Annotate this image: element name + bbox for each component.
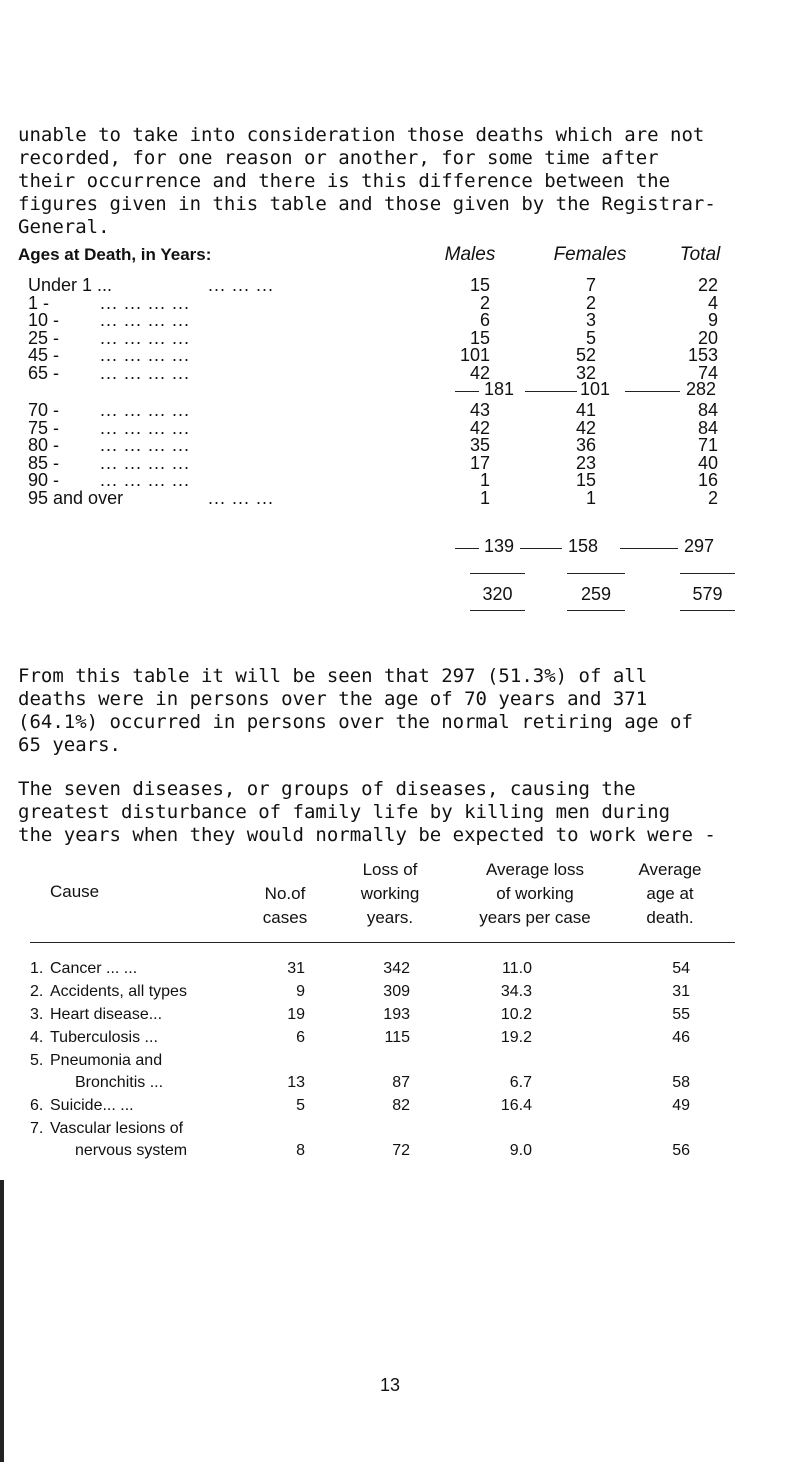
header-avg-loss-line: Average loss	[486, 860, 584, 879]
header-avg-age-line: death.	[646, 908, 694, 927]
cell-loss: 309	[383, 983, 410, 1000]
cell-avg-age: 56	[672, 1142, 690, 1159]
rule	[567, 610, 625, 611]
cell-males: 35	[469, 435, 490, 455]
intro-paragraph: unable to take into consideration those deaths which are not recorded, for one reason or another, for some time after their occurrence and there is this difference between the figures given in this table and those given by the Registrar- General.	[18, 124, 716, 238]
cell-loss: 115	[384, 1029, 410, 1046]
age-label: 75 -	[28, 417, 60, 438]
grand-total-total: 579	[692, 584, 723, 604]
leader-dots: ... ... ... ...	[100, 362, 191, 383]
cell-males: 1	[479, 470, 490, 490]
header-avg-age-line: Average	[638, 860, 702, 879]
cause-label: Pneumonia and	[50, 1052, 163, 1069]
cell-total: 20	[697, 327, 718, 348]
age-label: 65 -	[28, 362, 60, 383]
cell-females: 5	[585, 327, 596, 348]
grand-total-males: 320	[482, 584, 513, 604]
age-label: 80 -	[28, 435, 60, 455]
row-number: 5.	[30, 1052, 44, 1069]
cell-cases: 19	[287, 1006, 305, 1023]
subtotal-females: 158	[568, 536, 599, 556]
header-loss-line: Loss of	[362, 860, 418, 879]
cell-total: 16	[697, 470, 718, 490]
leader-dots: ... ... ...	[208, 487, 275, 508]
header-loss	[345, 858, 435, 930]
rule	[470, 610, 525, 611]
col-header-total: Total	[679, 244, 721, 265]
header-cases-line: cases	[262, 908, 308, 927]
cell-avg-age: 31	[672, 983, 690, 1000]
leader-dots: ... ... ... ...	[100, 327, 191, 348]
rule	[470, 573, 525, 574]
cell-females: 42	[575, 417, 596, 438]
cell-males: 15	[469, 327, 490, 348]
cell-total: 9	[707, 310, 718, 330]
cell-cases: 31	[287, 960, 305, 977]
cause-label: Suicide... ...	[50, 1097, 134, 1114]
leader-dots: ... ... ... ...	[100, 292, 191, 313]
age-label: 1 -	[28, 292, 50, 313]
age-label: 90 -	[28, 470, 60, 490]
rule	[567, 573, 625, 574]
row-number: 2.	[30, 983, 44, 1000]
age-label: 45 -	[28, 345, 60, 365]
header-avg-loss-line: of working	[496, 884, 574, 903]
rule	[525, 391, 577, 392]
row-number: 3.	[30, 1006, 44, 1023]
cell-cases: 9	[296, 983, 305, 1000]
cell-total: 22	[697, 275, 718, 295]
header-avg-loss-line: years per case	[479, 908, 591, 927]
subtotal-total: 282	[686, 379, 717, 399]
cell-avg-loss: 34.3	[500, 983, 532, 1000]
cause-label: nervous system	[75, 1142, 188, 1159]
cell-females: 52	[575, 345, 596, 365]
cell-avg-age: 46	[672, 1029, 690, 1046]
cell-females: 1	[585, 487, 596, 508]
cell-avg-loss: 16.4	[500, 1097, 532, 1114]
cause-label: Vascular lesions of	[50, 1120, 184, 1137]
cell-males: 1	[479, 487, 490, 508]
cell-loss: 72	[392, 1142, 410, 1159]
rule	[680, 573, 735, 574]
cell-avg-loss: 19.2	[500, 1029, 532, 1046]
row-number: 6.	[30, 1097, 44, 1114]
cell-total: 40	[697, 452, 718, 473]
cell-avg-loss: 10.2	[500, 1006, 532, 1023]
cell-females: 7	[585, 275, 596, 295]
cell-avg-age: 54	[672, 960, 690, 977]
cell-cases: 5	[296, 1097, 305, 1114]
leader-dots: ... ... ... ...	[100, 435, 191, 455]
cell-loss: 193	[383, 1006, 410, 1023]
rule	[620, 548, 678, 549]
cell-avg-loss: 11.0	[502, 960, 532, 977]
col-header-females: Females	[553, 244, 627, 265]
cell-males: 42	[469, 362, 490, 383]
page-number: 13	[379, 1375, 401, 1395]
cell-males: 42	[469, 417, 490, 438]
age-label: 85 -	[28, 452, 60, 473]
cell-males: 17	[469, 452, 490, 473]
cell-loss: 87	[392, 1074, 410, 1091]
cell-loss: 82	[392, 1097, 410, 1114]
leader-dots: ... ... ... ...	[100, 345, 191, 365]
row-number: 4.	[30, 1029, 44, 1046]
age-label: 25 -	[28, 327, 60, 348]
subtotal-males: 181	[484, 379, 515, 399]
paragraph-3: The seven diseases, or groups of diseases, causing the greatest disturbance of family life by killing men during the years when they would normally be expected to work were -	[18, 778, 716, 846]
cause-label: Tuberculosis ...	[50, 1029, 158, 1046]
cell-cases: 8	[296, 1142, 305, 1159]
leader-dots: ... ... ...	[208, 275, 275, 295]
cell-loss: 342	[383, 960, 410, 977]
cause-label: Accidents, all types	[50, 983, 187, 1000]
cell-females: 3	[585, 310, 596, 330]
subtotal-males: 139	[484, 536, 515, 556]
cell-females: 41	[575, 400, 596, 420]
age-label: 10 -	[28, 310, 60, 330]
cell-males: 6	[479, 310, 490, 330]
col-header-males: Males	[444, 244, 496, 265]
cell-females: 23	[575, 452, 596, 473]
cell-total: 4	[707, 292, 718, 313]
cause-label: Heart disease...	[50, 1006, 163, 1023]
age-label: 95 and over	[28, 487, 124, 508]
cell-males: 43	[469, 400, 490, 420]
cause-label: Cancer ... ...	[50, 960, 138, 977]
cell-total: 71	[697, 435, 718, 455]
leader-dots: ... ... ... ...	[100, 400, 191, 420]
subtotal-total: 297	[684, 536, 715, 556]
header-loss-line: years.	[366, 908, 414, 927]
cell-avg-loss: 6.7	[509, 1074, 532, 1091]
age-label: 70 -	[28, 400, 60, 420]
header-cases-line: No.of	[264, 884, 306, 903]
header-avg-loss	[460, 858, 610, 930]
cell-avg-age: 49	[672, 1097, 690, 1114]
cell-males: 101	[459, 345, 490, 365]
row-number: 7.	[30, 1120, 44, 1137]
cell-total: 74	[697, 362, 718, 383]
cell-avg-age: 55	[672, 1006, 690, 1023]
cell-females: 32	[575, 362, 596, 383]
leader-dots: ... ... ... ...	[100, 470, 191, 490]
cell-females: 2	[585, 292, 596, 313]
header-cause: Cause	[50, 882, 100, 901]
cell-males: 15	[469, 275, 490, 295]
header-rule	[30, 942, 735, 943]
rule	[455, 548, 479, 549]
rule	[520, 548, 562, 549]
paragraph-2: From this table it will be seen that 297 (51.3%) of all deaths were in persons over the age of 70 years and 371 (64.1%) occurred in persons over the normal retiring age of 65 years.	[18, 665, 693, 756]
grand-total-females: 259	[580, 584, 612, 604]
cell-males: 2	[479, 292, 490, 313]
header-cases	[245, 882, 325, 930]
rule	[680, 610, 735, 611]
row-number: 1.	[30, 960, 44, 977]
age-table-heading: Ages at Death, in Years:	[18, 245, 212, 264]
cell-avg-loss: 9.0	[509, 1142, 532, 1159]
header-loss-line: working	[360, 884, 420, 903]
header-avg-age-line: age at	[646, 884, 694, 903]
cell-total: 84	[697, 400, 718, 420]
cell-total: 153	[687, 345, 718, 365]
rule	[625, 391, 680, 392]
subtotal-females: 101	[580, 379, 611, 399]
scan-edge	[0, 1180, 4, 1462]
cause-label: Bronchitis ...	[75, 1074, 164, 1091]
leader-dots: ... ... ... ...	[100, 452, 191, 473]
cell-total: 84	[697, 417, 718, 438]
leader-dots: ... ... ... ...	[100, 310, 191, 330]
cell-cases: 6	[296, 1029, 305, 1046]
cell-cases: 13	[287, 1074, 305, 1091]
header-avg-age	[615, 858, 725, 930]
cell-females: 36	[575, 435, 596, 455]
cell-females: 15	[575, 470, 596, 490]
rule	[455, 391, 479, 392]
leader-dots: ... ... ... ...	[100, 417, 191, 438]
cell-total: 2	[707, 487, 718, 508]
age-label: Under 1 ...	[28, 275, 113, 295]
cell-avg-age: 58	[672, 1074, 690, 1091]
